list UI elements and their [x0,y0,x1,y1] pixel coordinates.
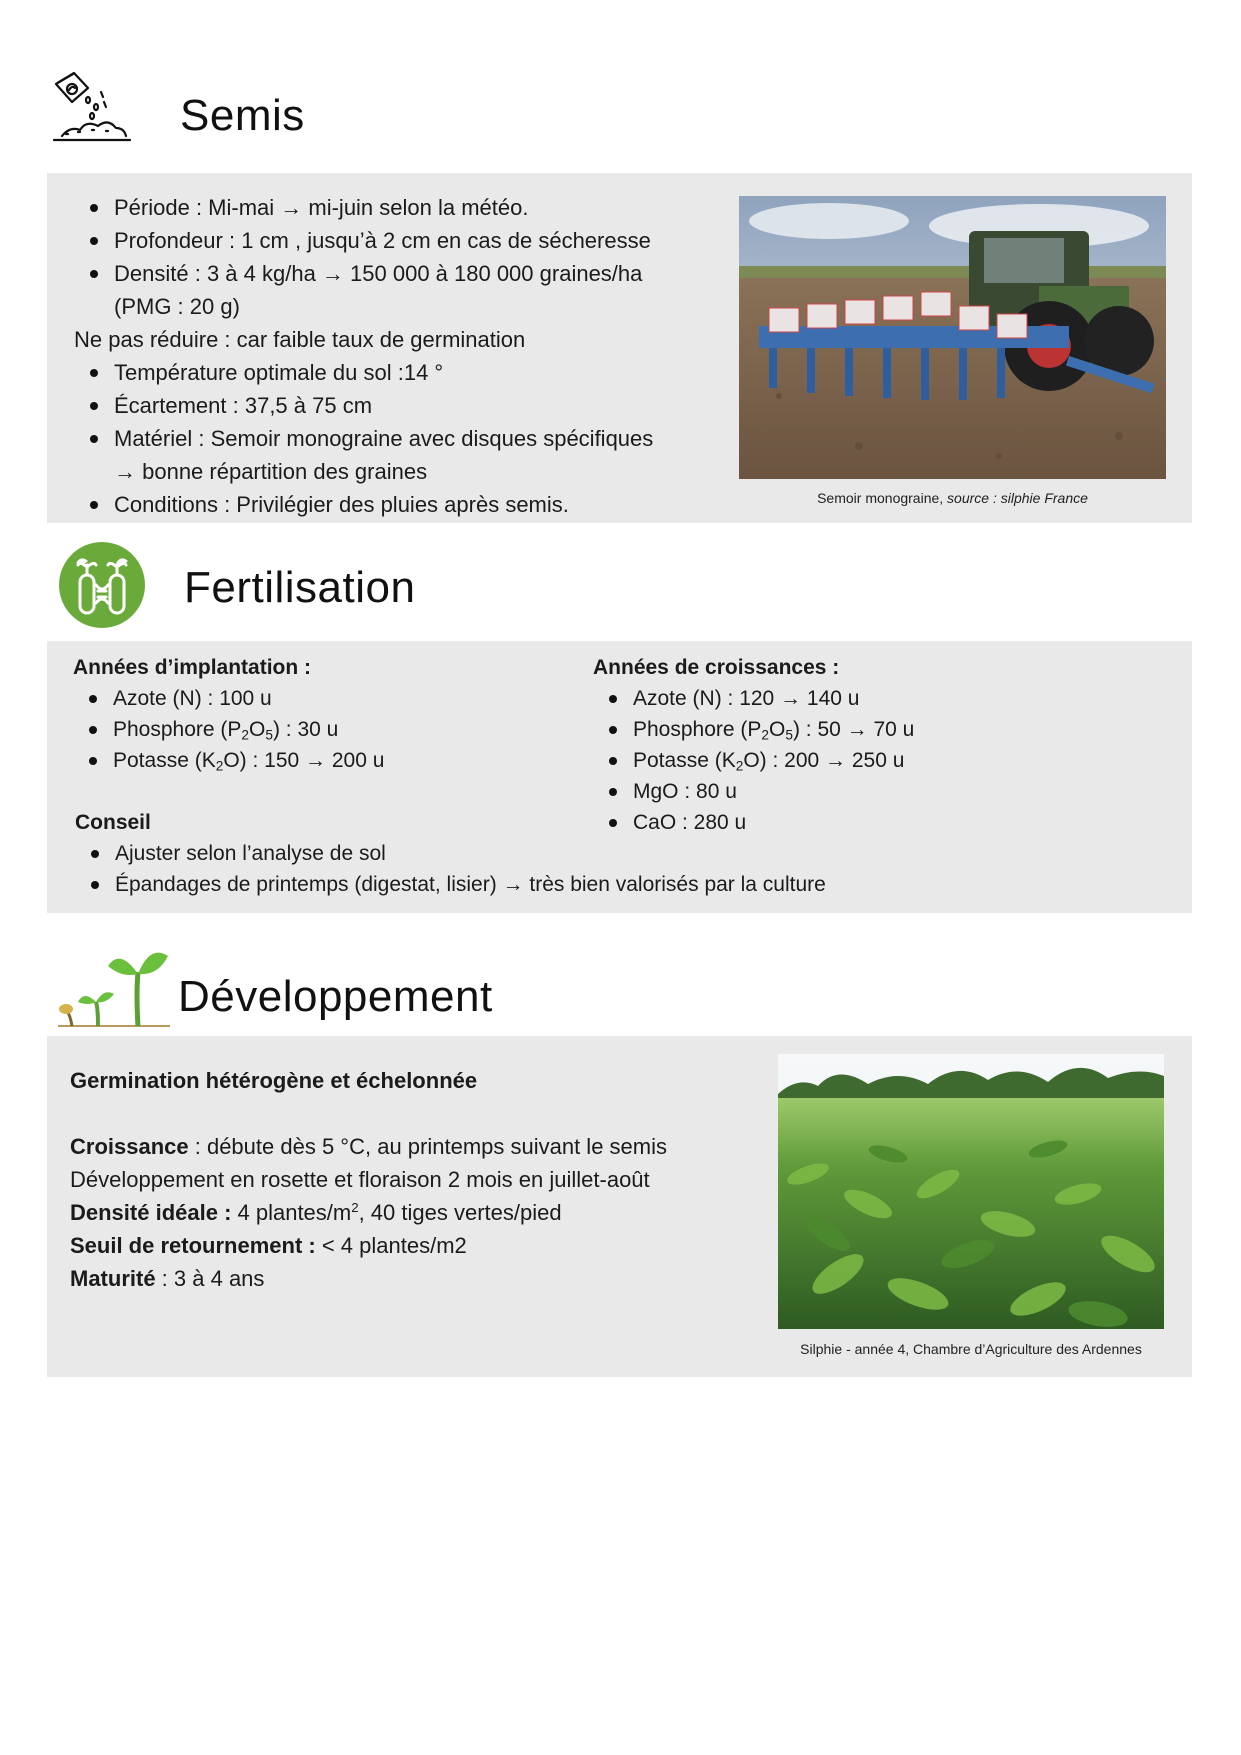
fertilisation-panel [47,641,1192,913]
list-item: Écartement : 37,5 à 75 cm [74,389,734,422]
list-item: Potasse $(K_2O)$ : 150 → 200 u [73,745,553,776]
seed-sowing-icon [48,70,138,150]
maturite-line: Maturité : 3 à 4 ans [70,1266,265,1291]
conseil-block [75,807,1075,900]
list-item: Densité : 3 à 4 kg/ha → 150 000 à 180 000 graines/ha (PMG : 20 g) [74,257,734,323]
germination-heading: Germination hétérogène et échelonnée [70,1068,478,1093]
developpement-text [70,1064,770,1295]
fertilisation-header [58,541,415,629]
conseil-list [75,838,1075,900]
conseil-heading: Conseil [75,811,151,834]
rosette-line: Développement en rosette et floraison 2 mois en juillet-août [70,1167,650,1192]
tractor-seeder-photo [739,196,1166,479]
developpement-header [58,944,493,1028]
list-item: Ajuster selon l’analyse de sol [75,838,1075,869]
list-item: Matériel : Semoir monograine avec disques spécifiques → bonne répartition des graines [74,422,734,488]
fertilizer-test-tubes-icon [58,541,146,629]
developpement-panel [47,1036,1192,1377]
croissance-line: Croissance : débute dès 5 °C, au printemps suivant le semis [70,1134,667,1159]
semis-panel [47,173,1192,523]
semis-note: Ne pas réduire : car faible taux de germination [74,327,526,352]
densite-line: Densité idéale : 4 plantes/$m^2$, 40 tiges vertes/pied [70,1200,562,1225]
list-item: Profondeur : 1 cm , jusqu’à 2 cm en cas de sécheresse [74,224,734,257]
semis-text [74,191,734,521]
list-item: Période : Mi-mai → mi-juin selon la météo. [74,191,734,224]
semis-header [48,70,305,150]
field-photo-caption: Silphie - année 4, Chambre d’Agriculture des Ardennes [800,1341,1142,1357]
croissance-heading: Années de croissances : [593,656,840,679]
semis-list-b [74,356,734,521]
list-item: Potasse $(K_2O)$ : 200 → 250 u [593,745,1153,776]
sprouts-growth-icon [58,944,170,1028]
implantation-list [73,683,553,776]
developpement-title: Développement [178,972,493,1021]
implantation-heading: Années d’implantation : [73,656,312,679]
implantation-column [73,652,553,776]
semis-title: Semis [180,91,305,140]
list-item: Azote (N) : 120 → 140 u [593,683,1153,714]
list-item: Phosphore $(P_2O_5)$ : 50 → 70 u [593,714,1153,745]
semis-list-a [74,191,734,323]
silphie-field-photo [778,1054,1164,1329]
list-item: Phosphore $(P_2O_5)$ : 30 u [73,714,553,745]
seuil-line: Seuil de retournement : < 4 plantes/m2 [70,1233,467,1258]
list-item: Épandages de printemps (digestat, lisier) → très bien valorisés par la culture [75,869,1075,900]
list-item: Azote (N) : 100 u [73,683,553,714]
list-item: Température optimale du sol :14 ° [74,356,734,389]
list-item: MgO : 80 u [593,776,1153,807]
tractor-photo-caption: Semoir monograine, source : silphie France [817,490,1088,506]
list-item: CaO : 280 u [593,807,1153,838]
list-item: Conditions : Privilégier des pluies après semis. [74,488,734,521]
fertilisation-title: Fertilisation [184,563,416,612]
